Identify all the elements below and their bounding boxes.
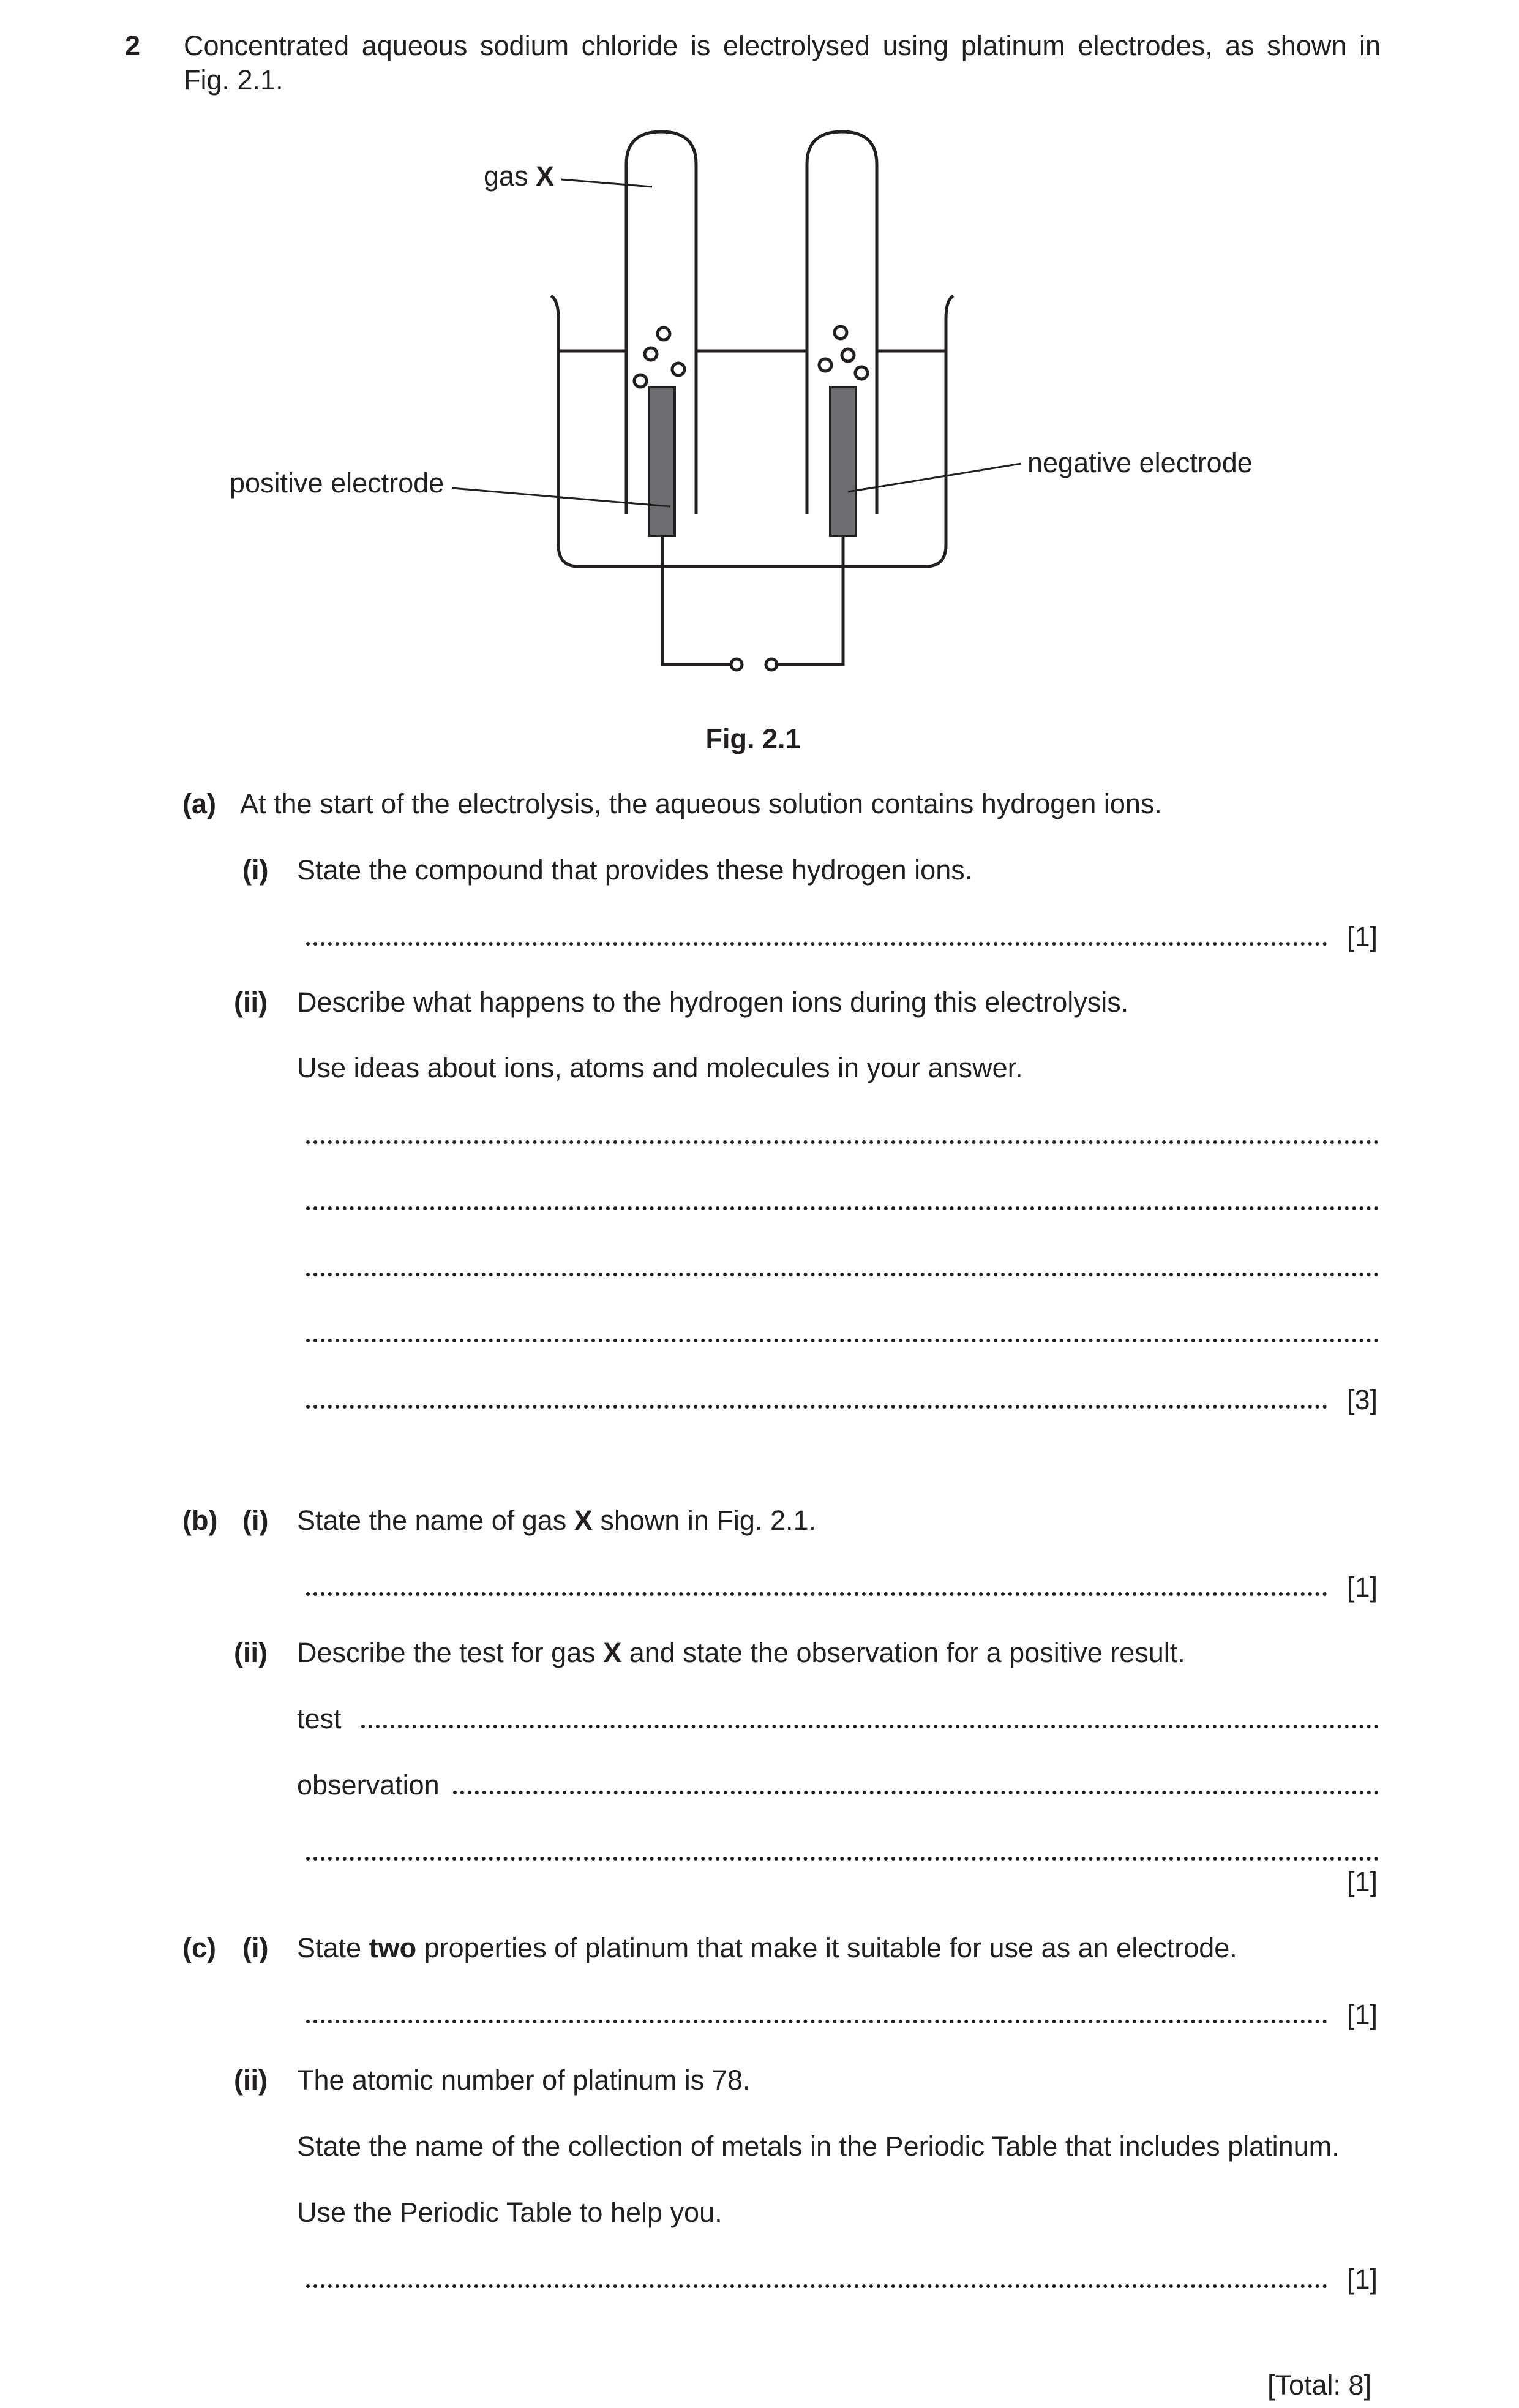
total-marks: [Total: 8] [1267,2369,1372,2401]
part-a-i-label: (i) [242,854,269,886]
negative-electrode [830,387,856,536]
answer-line[interactable] [306,1405,1327,1409]
part-a-text: At the start of the electrolysis, the aqueous solution contains hydrogen ions. [240,788,1162,819]
positive-electrode-label: positive electrode [230,467,444,499]
mark-a-i: [1] [1347,921,1378,952]
part-c-ii-text: The atomic number of platinum is 78. [297,2064,751,2096]
answer-line[interactable] [306,1206,1379,1210]
part-c-ii-text3: Use the Periodic Table to help you. [297,2197,722,2228]
mark-c-ii: [1] [1347,2263,1378,2295]
answer-line[interactable] [306,2284,1327,2288]
mark-b-ii: [1] [1347,1866,1378,1897]
part-a-ii-text2: Use ideas about ions, atoms and molecules in your answer. [297,1052,1023,1083]
answer-line[interactable] [306,2020,1327,2023]
observation-answer-line[interactable] [453,1791,1379,1794]
part-a-label: (a) [182,788,216,819]
answer-line[interactable] [306,1592,1327,1596]
part-b-i-label: (i) [242,1505,269,1536]
part-b-label: (b) [182,1505,218,1536]
mark-a-ii: [3] [1347,1384,1378,1415]
part-c-ii-text2: State the name of the collection of metals in the Periodic Table that includes platinum. [297,2131,1340,2162]
part-a-ii-label: (ii) [234,987,268,1018]
test-label: test [297,1703,342,1734]
question-stem-line2: Fig. 2.1. [184,64,283,96]
figure-caption: Fig. 2.1 [705,723,801,754]
mark-c-i: [1] [1347,1999,1378,2030]
part-a-ii-text: Describe what happens to the hydrogen ions during this electrolysis. [297,987,1129,1018]
positive-electrode [649,387,675,536]
part-b-ii-label: (ii) [234,1637,268,1668]
part-c-label: (c) [182,1932,216,1963]
answer-line[interactable] [306,1857,1379,1861]
part-c-i-label: (i) [242,1932,269,1963]
part-a-i-text: State the compound that provides these hydrogen ions. [297,854,973,886]
part-b-i-text: State the name of gas X shown in Fig. 2.1. [297,1505,816,1536]
answer-line[interactable] [306,1339,1379,1342]
test-answer-line[interactable] [361,1725,1379,1728]
mark-b-i: [1] [1347,1571,1378,1603]
part-c-ii-label: (ii) [234,2064,268,2096]
answer-line[interactable] [306,942,1327,946]
question-stem-line1: Concentrated aqueous sodium chloride is electrolysed using platinum electrodes, as shown in [184,30,1381,61]
negative-electrode-label: negative electrode [1027,447,1253,478]
observation-label: observation [297,1769,440,1800]
question-number: 2 [125,30,141,61]
answer-line[interactable] [306,1273,1379,1276]
part-b-ii-text: Describe the test for gas X and state the observation for a positive result. [297,1637,1185,1668]
part-c-i-text: State two properties of platinum that make it suitable for use as an electrode. [297,1932,1237,1963]
answer-line[interactable] [306,1140,1379,1144]
electrolysis-diagram [0,0,1519,766]
gas-x-label: gas X [484,160,555,192]
